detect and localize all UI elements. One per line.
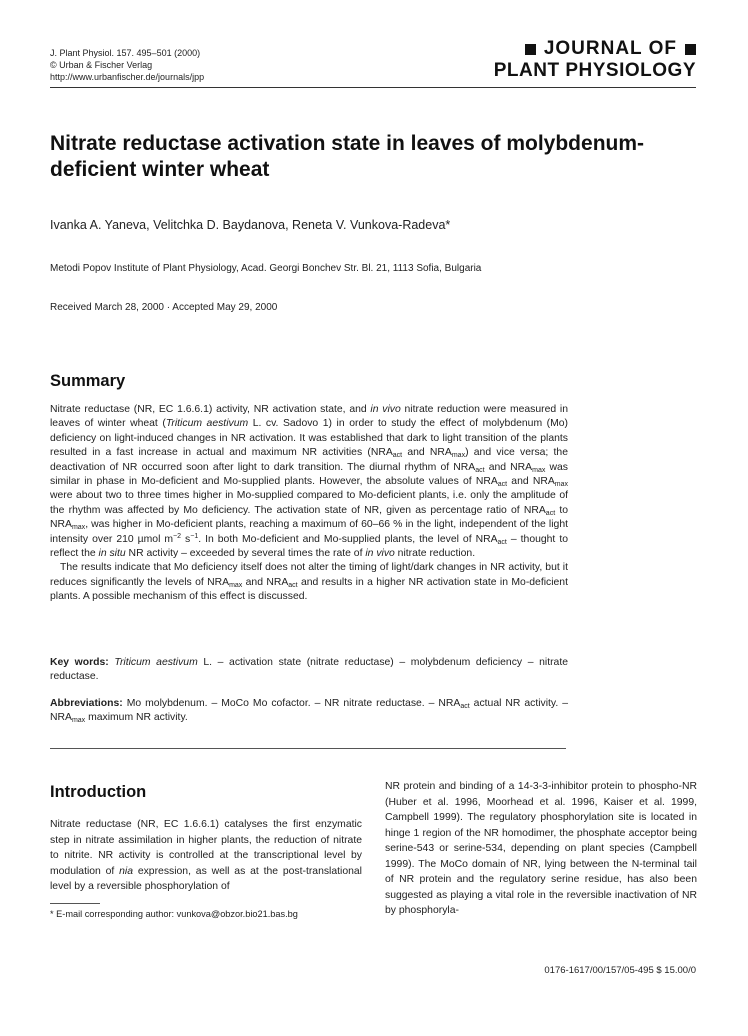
text-run: , was higher in Mo-deficient plants, reaching a maximum of 60–66 % in the light, independent of the light intensity over 210 µmol m [50, 519, 568, 545]
citation: J. Plant Physiol. 157. 495–501 (2000) [50, 48, 201, 58]
text-run: Key words: [50, 657, 109, 668]
text-run: act [545, 509, 556, 517]
abbreviations [50, 697, 568, 726]
summary-heading: Summary [50, 372, 126, 390]
introduction-heading: Introduction [50, 783, 147, 801]
publisher: © Urban & Fischer Verlag [50, 60, 153, 70]
text-run: and NRA [242, 576, 289, 588]
text-run: were about two to three times higher in Mo-supplied compared to Mo-deficient plants, i.e. only the amplitude of the rhythm was affected by Mo deficiency. The activation state of NR, given as percentage ratio of NRA [50, 490, 568, 516]
text-run: act [497, 538, 507, 546]
square-bullet-icon [685, 44, 696, 55]
journal-name-line1: JOURNAL OF [543, 38, 677, 59]
text-run: in situ [98, 548, 126, 560]
text-run: nitrate reduction. [394, 548, 476, 560]
text-run: L. cv. Sadovo 1) in order to study the effect of molybdenum (Mo) deficiency on light-induced changes in NR activation. It was established that dark to light transition of the plants resulted in a fast increase in actual and maximum NR activities (NRA [50, 418, 569, 459]
text-run: max [229, 581, 243, 589]
header-divider [50, 87, 696, 88]
text-run: . In both Mo-deficient and Mo-supplied plants, the level of NRA [198, 533, 498, 545]
text-run: Nitrate reductase (NR, EC 1.6.6.1) catalyses the first enzymatic step in nitrate assimilation in higher plants, the reduction of nitrate to nitrite. NR activity is controlled at the transcriptional level by modulation of [50, 819, 362, 877]
text-run: Mo molybdenum. – MoCo Mo cofactor. – NR nitrate reductase. – NRA [122, 698, 461, 709]
text-run: max [71, 717, 86, 725]
text-run: max [451, 452, 466, 460]
square-bullet-icon [525, 44, 536, 55]
text-run: −1 [190, 532, 199, 540]
text-run: to NRA [50, 504, 568, 531]
text-run: ) and vice versa; the deactivation of NR occurred soon after light to dark transition. The diurnal rhythm of NRA [50, 447, 568, 473]
text-run: L. – activation state (nitrate reductase) – molybdenum deficiency – nitrate reductase. [50, 657, 568, 683]
summary-paragraph-1 [50, 403, 568, 561]
text-run: maximum NR activity. [85, 712, 188, 724]
journal-logo [494, 38, 696, 82]
text-run: Abbreviations: [50, 698, 123, 709]
article-affiliation: Metodi Popov Institute of Plant Physiology, Acad. Georgi Bonchev Str. Bl. 21, 1113 Sofia, Bulgaria [50, 263, 482, 274]
article-code: 0176-1617/00/157/05-495 $ 15.00/0 [544, 965, 696, 976]
text-run: in vivo [365, 548, 395, 560]
text-run: nitrate reduction were measured in leaves of winter wheat ( [50, 404, 569, 430]
text-run: Nitrate reductase (NR, EC 1.6.6.1) activity, NR activation state, and [50, 404, 371, 415]
text-run: and NRA [402, 447, 452, 459]
text-run: and NRA [507, 476, 555, 488]
text-run: s [181, 533, 191, 545]
text-run: and NRA [484, 461, 533, 473]
journal-name-line2: PLANT PHYSIOLOGY [493, 60, 696, 81]
journal-citation-block [50, 47, 204, 83]
section-divider [50, 748, 566, 749]
text-run: NR activity – exceeded by several times the rate of [125, 548, 366, 560]
article-authors: Ivanka A. Yaneva, Velitchka D. Baydanova, Reneta V. Vunkova-Radeva* [50, 218, 451, 232]
text-run: max [532, 466, 546, 474]
key-words [50, 656, 568, 685]
text-run: – thought to reflect the [50, 533, 568, 560]
summary-body [50, 403, 568, 605]
text-run: act [497, 481, 508, 489]
text-run: Triticum aestivum [114, 657, 198, 668]
text-run: actual NR activity. – NRA [50, 698, 568, 724]
text-run: act [392, 452, 403, 460]
text-run: max [71, 524, 86, 532]
article-title: Nitrate reductase activation state in leaves of molybdenum-deficient winter wheat [50, 132, 645, 181]
footnote-divider [50, 903, 100, 904]
text-run: The results indicate that Mo deficiency itself does not alter the timing of light/dark changes in NR activity, but it reduces significantly the levels of NRA [50, 562, 568, 588]
text-run: and results in a higher NR activation state in Mo-deficient plants. A possible mechanism of this effect is discussed. [50, 576, 568, 603]
introduction-right-column [385, 779, 697, 919]
text-run: −2 [173, 532, 182, 540]
journal-url: http://www.urbanfischer.de/journals/jpp [50, 72, 205, 82]
text-run: NR protein and binding of a 14-3-3-inhibitor protein to phospho-NR (Huber et al. 1996, Moorhead et al. 1996, Kaiser et al. 1999, Campbell 1999). The regulatory phosphorylation site is located in hinge 1 region of the NR homodimer, the phosphate acceptor being serine-543 or serine-534, depending on plant species (Campbell 1999). The MoCo domain of NR, lying between the N-terminal tail of NR protein and the regulatory serine residue, has also been suggested as playing a vital role in the reversible inactivation of NR by phosphoryla- [385, 781, 697, 916]
corresponding-author-footnote: * E-mail corresponding author: vunkova@obzor.bio21.bas.bg [50, 909, 298, 919]
text-run: Triticum aestivum [165, 418, 249, 430]
summary-paragraph-2 [50, 561, 568, 604]
text-run: nia [119, 865, 134, 877]
text-run: act [288, 581, 298, 589]
article-dates: Received March 28, 2000 · Accepted May 29, 2000 [50, 302, 278, 313]
text-run: in vivo [370, 404, 401, 415]
text-run: max [554, 481, 568, 489]
text-run: expression, as well as at the post-translational level by a reversible phosphorylation of [50, 865, 362, 892]
text-run: act [460, 703, 470, 710]
introduction-left-column [50, 817, 362, 895]
text-run: act [475, 466, 485, 474]
text-run: was similar in phase in Mo-deficient and Mo-supplied plants. However, the absolute values of NRA [50, 461, 568, 488]
